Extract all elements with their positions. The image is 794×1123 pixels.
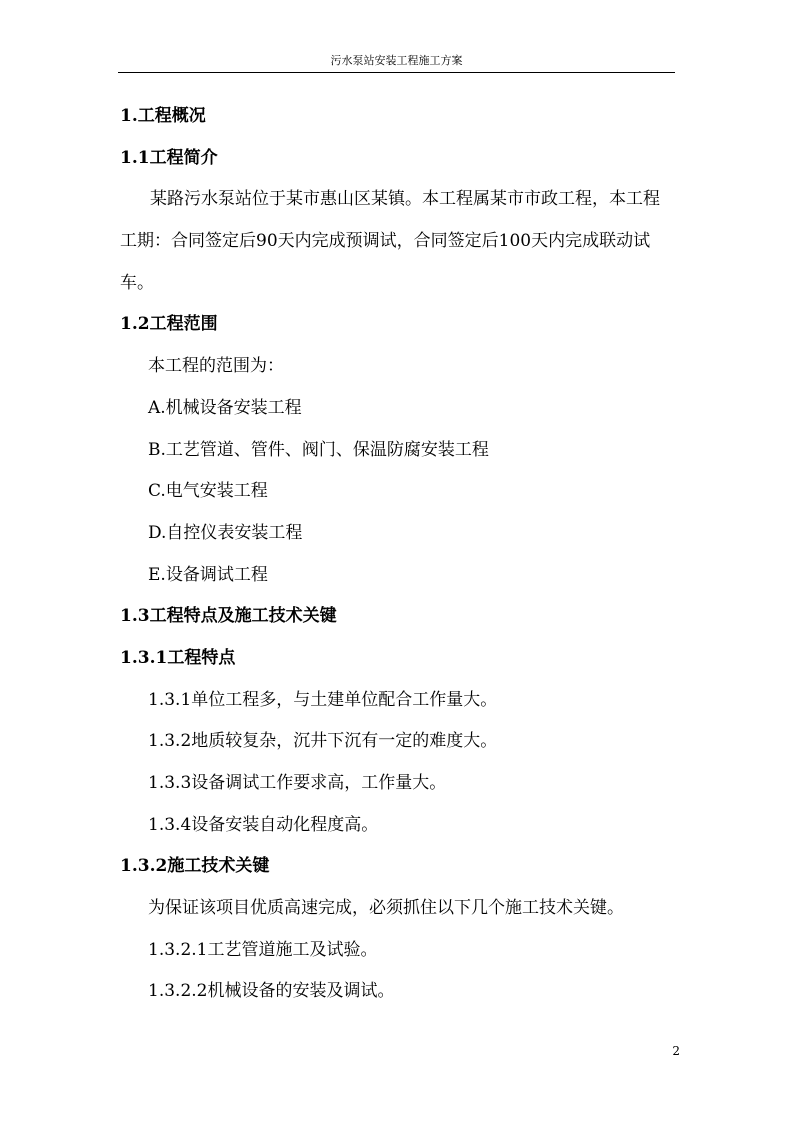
section-1-3-2-heading: 1.3.2施工技术关键 <box>120 856 270 877</box>
section-1-3-1-heading: 1.3.1工程特点 <box>120 647 236 668</box>
feature-item: 1.3.1单位工程多，与土建单位配合工作量大。 <box>148 689 498 710</box>
scope-item: A.机械设备安装工程 <box>148 397 302 418</box>
section-1-2-intro: 本工程的范围为： <box>148 356 284 377</box>
key-point-item: 1.3.2.1工艺管道施工及试验。 <box>148 939 378 960</box>
header-title: 污水泵站安装工程施工方案 <box>330 54 463 67</box>
section-1-heading: 1.工程概况 <box>120 106 206 126</box>
key-point-item: 1.3.2.2机械设备的安装及调试。 <box>148 981 395 1002</box>
section-1-1-heading: 1.1工程简介 <box>120 147 218 168</box>
page-number: 2 <box>672 1044 680 1058</box>
scope-item: B.工艺管道、管件、阀门、保温防腐安装工程 <box>148 439 489 460</box>
document-body <box>120 96 675 1013</box>
scope-item: E.设备调试工程 <box>148 564 268 585</box>
section-1-3-heading: 1.3工程特点及施工技术关键 <box>120 606 337 627</box>
header-divider <box>118 72 675 73</box>
section-1-1-paragraph: 某路污水泵站位于某市惠山区某镇。本工程属某市市政工程，本工程工期：合同签定后90天内完成预调试，合同签定后100天内完成联动试车。 <box>120 189 660 293</box>
section-1-2-heading: 1.2工程范围 <box>120 314 218 335</box>
scope-item: C.电气安装工程 <box>148 481 268 502</box>
scope-item: D.自控仪表安装工程 <box>148 522 303 543</box>
section-1-3-2-intro: 为保证该项目优质高速完成，必须抓住以下几个施工技术关键。 <box>148 898 624 919</box>
feature-item: 1.3.3设备调试工作要求高，工作量大。 <box>148 773 447 794</box>
feature-item: 1.3.4设备安装自动化程度高。 <box>148 814 379 835</box>
feature-item: 1.3.2地质较复杂，沉井下沉有一定的难度大。 <box>148 731 498 752</box>
